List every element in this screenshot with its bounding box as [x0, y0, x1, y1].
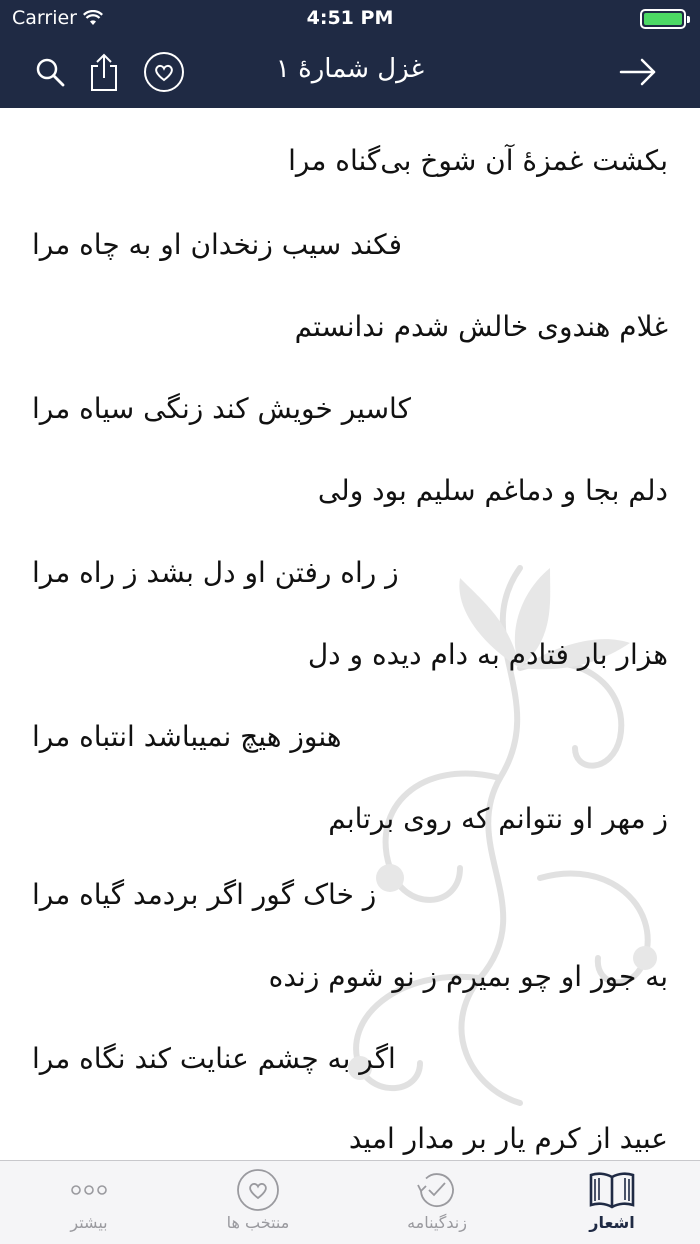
search-icon [34, 56, 66, 88]
verse-second-2: کاسیر خویش کند زنگی سیاه مرا [32, 392, 411, 425]
share-button[interactable] [82, 50, 126, 94]
verse-first-7: عبید از کرم یار بر مدار امید [348, 1122, 668, 1155]
verse-second-1: فکند سیب زنخدان او به چاه مرا [32, 228, 403, 261]
status-bar [0, 0, 700, 36]
verse-second-5: ز خاک گور اگر بردمد گیاه مرا [32, 878, 377, 911]
history-clock-icon [415, 1168, 459, 1212]
tab-more-label: بیشتر [70, 1213, 108, 1232]
verse-first-1: بکشت غمزهٔ آن شوخ بی‌گناه مرا [288, 144, 668, 177]
search-button[interactable] [28, 50, 72, 94]
tab-poems[interactable] [542, 1167, 682, 1232]
page-title: غزل شمارهٔ ۱ [275, 54, 425, 84]
battery-icon [640, 9, 686, 29]
verse-first-4: هزار بار فتادم به دام دیده و دل [307, 638, 668, 671]
status-time: 4:51 PM [306, 7, 394, 29]
tab-bar [0, 1160, 700, 1244]
poem-content[interactable] [0, 108, 700, 1160]
tab-favorites-label: منتخب ها [226, 1213, 290, 1232]
share-icon [87, 52, 121, 92]
tab-poems-label: اشعار [589, 1213, 635, 1232]
top-bar [0, 0, 700, 108]
heart-circle-icon [236, 1168, 280, 1212]
tab-biography-label: زندگینامه [407, 1213, 467, 1232]
verse-second-6: اگر به چشم عنایت کند نگاه مرا [32, 1042, 396, 1075]
book-icon [587, 1169, 637, 1211]
nav-bar [0, 36, 700, 108]
verse-first-3: دلم بجا و دماغم سلیم بود ولی [317, 474, 668, 507]
tab-more[interactable] [19, 1167, 159, 1232]
verse-first-6: به جور او چو بمیرم ز نو شوم زنده [268, 960, 668, 993]
heart-icon [142, 50, 186, 94]
back-button[interactable] [616, 50, 660, 94]
tab-biography[interactable] [367, 1167, 507, 1232]
tab-favorites[interactable] [188, 1167, 328, 1232]
verse-second-3: ز راه رفتن او دل بشد ز راه مرا [32, 556, 399, 589]
carrier-label: Carrier [12, 7, 77, 29]
favorite-button[interactable] [142, 50, 186, 94]
verse-first-5: ز مهر او نتوانم که روی برتابم [328, 802, 668, 835]
verse-first-2: غلام هندوی خالش شدم ندانستم [294, 310, 668, 343]
arrow-right-icon [618, 57, 658, 87]
more-dots-icon [69, 1183, 109, 1197]
verse-second-4: هنوز هیچ نمیباشد انتباه مرا [32, 720, 342, 753]
